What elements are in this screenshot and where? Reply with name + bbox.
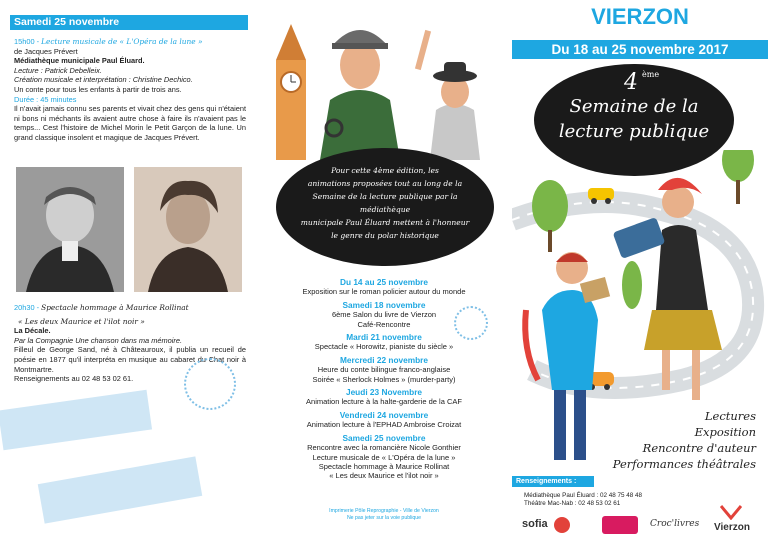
background-streak — [38, 456, 203, 523]
middle-panel — [256, 0, 512, 543]
intro-bubble — [276, 148, 494, 266]
schedule-item: Lecture musicale de « L'Opéra de la lune » — [312, 452, 456, 462]
right-panel — [512, 0, 768, 543]
contact-line: Médiathèque Paul Éluard : 02 48 75 48 48 — [524, 492, 642, 499]
intro-line: Pour cette 4ème édition, les — [331, 166, 439, 175]
portrait-photo-prevert — [16, 167, 124, 292]
schedule-item: Spectacle hommage à Maurice Rollinat — [318, 461, 450, 471]
event-description: Il n'avait jamais connu ses parents et vivait chez des gens qui n'étaient ni bons ni méchants ils avaient autre chose à faire ils n'avaient pas le temps... Cest l'histoire de Michel Morin le Petit Garçon de la lune. Un grand classique insolent et magique de Jacques Prévert. — [14, 104, 246, 142]
schedule-item: Soirée « Sherlock Holmes » (murder-party) — [312, 374, 456, 384]
title-line: Semaine de la — [569, 96, 699, 117]
activity-item: Rencontre d'auteur — [642, 441, 756, 455]
vierzon-emblem-icon — [720, 504, 742, 520]
schedule-date: Samedi 18 novembre — [342, 299, 426, 310]
print-credit — [286, 508, 482, 522]
event-time: 15h00 - — [14, 37, 40, 46]
intro-line: Semaine de la lecture publique par la médiathèque — [312, 192, 458, 214]
activity-item: Lectures — [704, 409, 756, 423]
intro-text — [294, 164, 476, 242]
event-company: La Décale. — [14, 326, 51, 336]
schedule-item: Café-Rencontre — [357, 319, 411, 329]
event-subtitle: « Les deux Maurice et l'ilot noir » — [18, 316, 145, 326]
schedule-date: Jeudi 23 Novembre — [345, 387, 423, 398]
contact-info — [524, 492, 642, 508]
schedule-item: 6ème Salon du livre de Vierzon — [331, 310, 437, 320]
schedule-date: Mercredi 22 novembre — [339, 354, 429, 365]
schedule-date: Du 14 au 25 novembre — [339, 277, 429, 287]
fingerprint-icon — [454, 306, 488, 340]
title-bubble — [534, 64, 734, 176]
event-reader: Lecture : Patrick Debelleix. — [14, 65, 102, 75]
event-duration: Durée : 45 minutes — [14, 94, 77, 104]
intro-line: le genre du polar historique — [331, 231, 439, 240]
background-streak — [0, 390, 152, 450]
intro-line: municipale Paul Éluard mettent à l'honneur — [300, 218, 470, 227]
schedule-date: Samedi 25 novembre — [342, 432, 426, 443]
sofia-logo: sofia — [522, 518, 548, 530]
schedule-item: Rencontre avec la romancière Nicole Gonthier — [307, 443, 461, 453]
schedule-item: « Les deux Maurice et l'ilot noir » — [329, 471, 439, 481]
schedule-item: Exposition sur le roman policier autour du monde — [302, 287, 466, 297]
schedule-list — [278, 276, 490, 481]
event-dates: Du 18 au 25 novembre 2017 — [512, 40, 768, 59]
title-line: lecture publique — [558, 121, 710, 142]
event-title — [544, 94, 724, 144]
sofia-emblem-icon — [554, 517, 570, 533]
event-author: de Jacques Prévert — [14, 46, 78, 56]
event-title: Lecture musicale de « L'Opéra de la lune » — [41, 37, 203, 46]
event-by: Par la Compagnie Une chanson dans ma mémoire. — [14, 335, 183, 345]
schedule-date: Vendredi 24 novembre — [339, 409, 429, 420]
event-title: Spectacle hommage à Maurice Rollinat — [41, 303, 189, 312]
croc-livres-logo: Croc'livres — [650, 519, 700, 529]
event-creation: Création musicale et interprétation : Christine Dechico. — [14, 75, 193, 85]
activity-item: Performances théâtrales — [612, 457, 756, 471]
schedule-item: Animation lecture à l'EPHAD Ambroise Croizat — [306, 420, 462, 430]
city-name: VIERZON — [591, 4, 689, 29]
info-header: Renseignements : — [512, 476, 594, 487]
edition-number: 4 — [624, 70, 638, 95]
credit-line: Ne pas jeter sur la voie publique — [346, 515, 422, 521]
activities-list — [613, 408, 756, 472]
contact-line: Théâtre Mac-Nab : 02 48 53 02 61 — [524, 500, 621, 507]
schedule-item: Heure du conte bilingue franco-anglaise — [317, 365, 451, 375]
event-description: Filleul de George Sand, né à Châteauroux, il publia un recueil de poésie en 1877 qu'il interpréta en musique au cabaret du Chat noir à Montmartre. — [14, 345, 246, 374]
vierzon-logo: Vierzon — [714, 522, 750, 533]
schedule-item: Animation lecture à la halte-garderie de la CAF — [306, 397, 462, 407]
portrait-photo-rollinat — [134, 167, 242, 292]
date-header: Samedi 25 novembre — [10, 15, 248, 30]
media-logo-icon — [602, 516, 638, 534]
event-venue: Médiathèque municipale Paul Éluard. — [14, 56, 145, 66]
event-reading — [14, 37, 246, 143]
event-audience: Un conte pour tous les enfants à partir de trois ans. — [14, 84, 182, 94]
activity-item: Exposition — [694, 425, 756, 439]
intro-line: animations proposées tout au long de la — [307, 179, 463, 188]
event-info: Renseignements au 02 48 53 02 61. — [14, 374, 134, 384]
fingerprint-icon — [184, 358, 236, 410]
edition-suffix: ème — [642, 70, 660, 79]
event-time: 20h30 - — [14, 303, 40, 312]
credit-line: Imprimerie Pôle Reprographie - Ville de Vierzon — [329, 508, 439, 514]
schedule-date: Mardi 21 novembre — [346, 332, 422, 343]
partner-logos — [522, 514, 762, 536]
left-panel — [0, 0, 256, 543]
schedule-item: Spectacle « Horowitz, pianiste du siècle » — [314, 342, 454, 352]
detectives-illustration — [270, 10, 500, 160]
